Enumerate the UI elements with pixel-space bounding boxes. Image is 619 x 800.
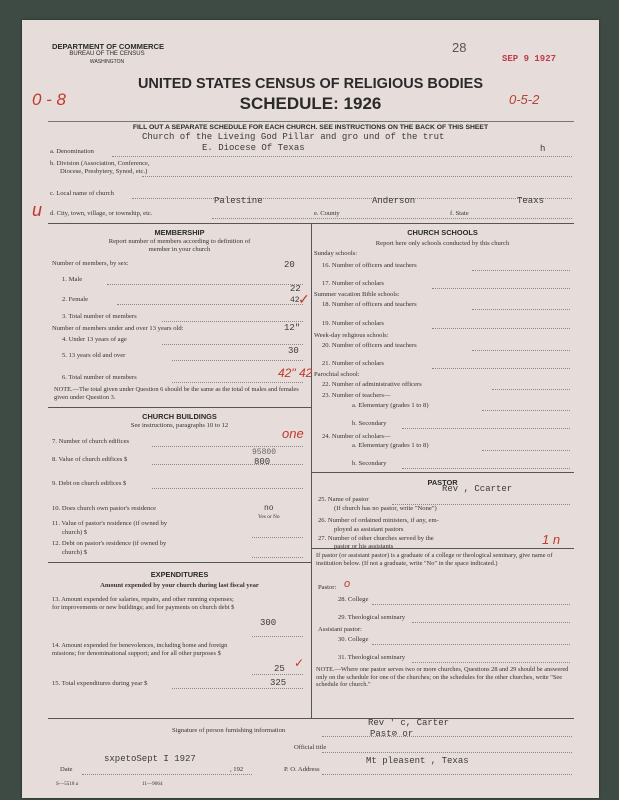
membership-note-1: Report number of members according to definition of bbox=[108, 238, 251, 245]
q6-value: 42" 42 bbox=[278, 366, 313, 380]
pastor-label: Pastor: bbox=[318, 584, 337, 591]
po-address-label: P. O. Address bbox=[284, 766, 320, 773]
department-label: DEPARTMENT OF COMMERCE bbox=[52, 42, 165, 51]
county-label: e. County bbox=[314, 210, 340, 217]
sunday-label: Sunday schools: bbox=[314, 250, 358, 257]
under-over-label: Number of members under and over 13 years old: bbox=[52, 325, 184, 332]
q8-value: 800 bbox=[254, 457, 271, 467]
q9-label: 9. Debt on church edifices $ bbox=[52, 480, 127, 487]
census-schedule-sheet bbox=[22, 20, 599, 798]
date-label: Date bbox=[60, 766, 73, 773]
q16-label: 16. Number of officers and teachers bbox=[322, 262, 417, 269]
pastor-circle-mark: o bbox=[344, 578, 351, 590]
weekday-label: Week-day religious schools: bbox=[314, 332, 389, 339]
pastor-nota: NOTE.—Where one pastor serves two or more churches, Questions 28 and 29 should be answered only on the schedule for one of the churches; on the schedules for the other churches, write "See schedule for church." bbox=[316, 666, 569, 689]
local-name-label: c. Local name of church bbox=[50, 190, 114, 197]
q11-label: 11. Value of pastor's residence (if owned by bbox=[52, 520, 168, 527]
signature-value: Rev ' c, Carter bbox=[368, 718, 450, 728]
q23-label: 23. Number of teachers— bbox=[322, 392, 391, 399]
pastor-heading: PASTOR bbox=[427, 478, 458, 487]
buildings-instruction: See instructions, paragraphs 10 to 12 bbox=[130, 422, 229, 429]
year-label: , 192 bbox=[230, 766, 244, 773]
q8-label: 8. Value of church edifices $ bbox=[52, 456, 128, 463]
state-value: Teaxs bbox=[517, 196, 545, 206]
handwritten-code-right: 0-5-2 bbox=[509, 92, 540, 107]
form-number: S—5518 a bbox=[56, 781, 79, 787]
q13-label: 13. Amount expended for salaries, repairs, and other running expenses; for improvements or new buildings; and for payments on church debt $ bbox=[52, 596, 235, 611]
parochial-label: Parochial school: bbox=[314, 371, 360, 378]
date-stamp: SEP 9 1927 bbox=[502, 54, 557, 64]
membership-note-2: member in your church bbox=[148, 246, 211, 253]
membership-nota: NOTE.—The total given under Question 6 should be the same as the total of males and females given under Question 3. bbox=[54, 386, 299, 401]
q25-sub: (If church has no pastor, write "None") bbox=[334, 505, 437, 512]
division-label-sub: Diocese, Presbytery, Synod, etc.) bbox=[60, 168, 148, 175]
q10-label: 10. Does church own pastor's residence bbox=[52, 505, 157, 512]
q21-label: 21. Number of scholars bbox=[322, 360, 384, 367]
city-value: Palestine bbox=[214, 196, 263, 206]
yes-no-label: Yes or No bbox=[258, 514, 280, 520]
schedule-title: SCHEDULE: 1926 bbox=[239, 94, 382, 113]
q5-value: 30 bbox=[288, 346, 299, 356]
q11-sub: church) $ bbox=[62, 529, 88, 536]
schools-heading: CHURCH SCHOOLS bbox=[407, 228, 478, 237]
q15-value: 325 bbox=[270, 678, 287, 688]
q8-overwrite: 95800 bbox=[252, 448, 277, 457]
q24b-label: b. Secondary bbox=[352, 460, 387, 467]
schools-note: Report here only schools conducted by this church bbox=[375, 240, 510, 247]
q18-label: 18. Number of officers and teachers bbox=[322, 301, 417, 308]
q22-label: 22. Number of administrative officers bbox=[322, 381, 422, 388]
q4-value: 12" bbox=[284, 323, 301, 333]
handwritten-mark: u bbox=[32, 200, 43, 220]
q2-label: 2. Female bbox=[62, 296, 89, 303]
form-title: UNITED STATES CENSUS OF RELIGIOUS BODIES bbox=[137, 76, 484, 92]
q12-label: 12. Debt on pastor's residence (if owned by bbox=[52, 540, 167, 547]
assistant-label: Assistant pastor: bbox=[318, 626, 362, 633]
q1-label: 1. Male bbox=[62, 276, 83, 283]
page-number: 28 bbox=[452, 40, 467, 55]
expenditures-heading: EXPENDITURES bbox=[150, 570, 209, 579]
denomination-overflow: h bbox=[540, 144, 546, 154]
membership-by-sex: Number of members, by sex: bbox=[52, 260, 129, 267]
q4-label: 4. Under 13 years of age bbox=[62, 336, 127, 343]
instruction-line: FILL OUT A SEPARATE SCHEDULE FOR EACH CHURCH. SEE INSTRUCTIONS ON THE BACK OF THIS SHEET bbox=[132, 124, 489, 131]
q10-value: no bbox=[264, 504, 274, 513]
q31-label: 31. Theological seminary bbox=[338, 654, 406, 661]
q19-label: 19. Number of scholars bbox=[322, 320, 384, 327]
county-value: Anderson bbox=[372, 196, 416, 206]
q7-value: one bbox=[282, 426, 304, 441]
pastor-name-value: Rev , Ccarter bbox=[442, 484, 513, 494]
washington-label: WASHINGTON bbox=[89, 59, 125, 65]
q14-label: 14. Amount expended for benevolences, including home and foreign missions; for denominational support; and for all other purposes $ bbox=[52, 642, 228, 657]
q7-label: 7. Number of church edifices bbox=[52, 438, 130, 445]
check-mark: ✓ bbox=[298, 293, 310, 308]
q14-check: ✓ bbox=[294, 656, 305, 670]
buildings-heading: CHURCH BUILDINGS bbox=[142, 412, 217, 421]
membership-heading: MEMBERSHIP bbox=[154, 228, 205, 237]
q24a-label: a. Elementary (grades 1 to 8) bbox=[352, 442, 429, 449]
q26-sub: ployed as assistant pastors bbox=[334, 526, 404, 533]
denomination-label: a. Denomination bbox=[50, 148, 94, 155]
state-label: f. State bbox=[450, 210, 469, 217]
city-label: d. City, town, village, or township, etc. bbox=[50, 210, 153, 217]
official-title-value: Past⊘ or bbox=[370, 729, 414, 739]
q30-label: 30. College bbox=[338, 636, 369, 643]
q2-value: 22 bbox=[290, 284, 301, 294]
q27-value: 1 n bbox=[542, 532, 561, 547]
q28-label: 28. College bbox=[338, 596, 369, 603]
q1-value: 20 bbox=[284, 260, 295, 270]
date-value: sxpetoSept I 1927 bbox=[104, 754, 196, 764]
q13-value: 300 bbox=[260, 618, 277, 628]
q3-sum-value: 42 bbox=[290, 296, 300, 305]
division-value: E. Diocese Of Texas bbox=[202, 143, 305, 153]
q6-label: 6. Total number of members bbox=[62, 374, 137, 381]
q29-label: 29. Theological seminary bbox=[338, 614, 406, 621]
signature-label: Signature of person furnishing information bbox=[172, 727, 286, 734]
official-title-label: Official title bbox=[294, 744, 327, 751]
q23b-label: b. Secondary bbox=[352, 420, 387, 427]
q27-sub: pastor or his assistants bbox=[334, 543, 394, 550]
print-number: 11—9064 bbox=[142, 781, 163, 787]
q25-label: 25. Name of pastor bbox=[318, 496, 369, 503]
summer-label: Summer vacation Bible schools: bbox=[314, 291, 400, 298]
q26-label: 26. Number of ordained ministers, if any, em- bbox=[318, 517, 439, 524]
q20-label: 20. Number of officers and teachers bbox=[322, 342, 417, 349]
q5-label: 5. 13 years old and over bbox=[62, 352, 126, 359]
handwritten-code-left: 0 - 8 bbox=[32, 90, 67, 109]
expenditures-subheading: Amount expended by your church during last fiscal year bbox=[100, 582, 259, 589]
q24-label: 24. Number of scholars— bbox=[322, 433, 391, 440]
q3-label: 3. Total number of members bbox=[62, 313, 137, 320]
q14-value: 25 bbox=[274, 664, 285, 674]
denomination-value: Church of the Liveing God Pillar and gro und of the trut bbox=[142, 132, 445, 142]
q23a-label: a. Elementary (grades 1 to 8) bbox=[352, 402, 429, 409]
graduate-note: If pastor (or assistant pastor) is a graduate of a college or theological seminary, give name of institution below. (If not a graduate, write "No" in the space indicated.) bbox=[316, 552, 553, 567]
q27-label: 27. Number of other churches served by the bbox=[318, 535, 434, 542]
division-label: b. Division (Association, Conference, bbox=[50, 160, 150, 167]
q12-sub: church) $ bbox=[62, 549, 88, 556]
bureau-label: BUREAU OF THE CENSUS bbox=[69, 51, 145, 57]
po-address-value: Mt pleasent , Texas bbox=[366, 756, 469, 766]
q15-label: 15. Total expenditures during year $ bbox=[52, 680, 148, 687]
q17-label: 17. Number of scholars bbox=[322, 280, 384, 287]
